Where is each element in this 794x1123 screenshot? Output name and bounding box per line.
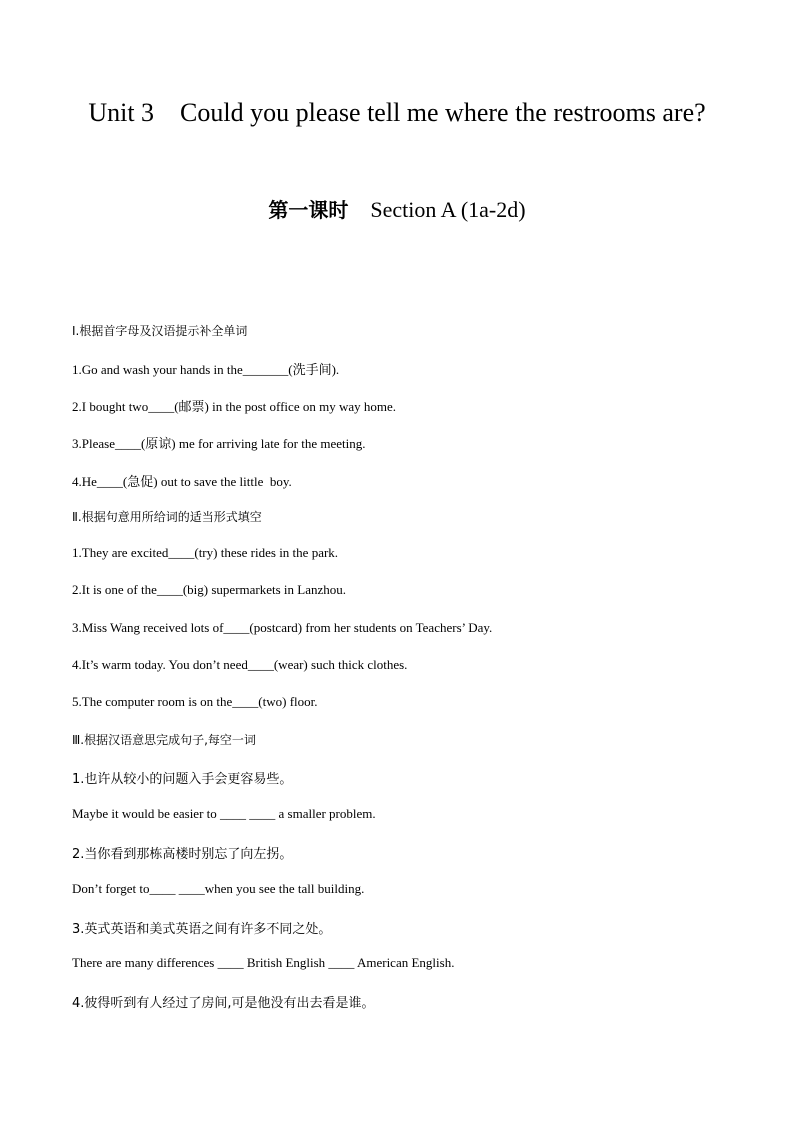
question-2-2: 2.It is one of the____(big) supermarkets in Lanzhou. xyxy=(72,582,347,597)
question-3-4-chinese: 4.彼得听到有人经过了房间,可是他没有出去看是谁。 xyxy=(72,996,375,1011)
lesson-title-cn: 第一课时 xyxy=(268,198,349,222)
question-2-3: 3.Miss Wang received lots of____(postcard) from her students on Teachers’ Day. xyxy=(72,620,493,635)
section-heading-2: Ⅱ.根据句意用所给词的适当形式填空 xyxy=(72,510,262,524)
unit-title: Unit 3 Could you please tell me where the restrooms are? xyxy=(88,98,706,127)
question-3-2-english: Don’t forget to____ ____when you see the tall building. xyxy=(72,881,365,896)
question-3-1-english: Maybe it would be easier to ____ ____ a smaller problem. xyxy=(72,806,376,821)
section-heading-1: Ⅰ.根据首字母及汉语提示补全单词 xyxy=(72,324,248,338)
section-heading-3: Ⅲ.根据汉语意思完成句子,每空一词 xyxy=(72,733,256,747)
lesson-title-en: Section A (1a-2d) xyxy=(370,197,526,222)
question-3-2-chinese: 2.当你看到那栋高楼时别忘了向左拐。 xyxy=(72,847,293,862)
question-1-3: 3.Please____(原谅) me for arriving late for the meeting. xyxy=(72,436,366,451)
question-3-1-chinese: 1.也许从较小的问题入手会更容易些。 xyxy=(72,772,293,787)
lesson-title xyxy=(0,194,794,223)
question-3-3-chinese: 3.英式英语和美式英语之间有许多不同之处。 xyxy=(72,922,332,937)
question-2-4: 4.It’s warm today. You don’t need____(wear) such thick clothes. xyxy=(72,657,408,672)
question-2-5: 5.The computer room is on the____(two) floor. xyxy=(72,694,318,709)
question-1-1: 1.Go and wash your hands in the_______(洗手间). xyxy=(72,362,340,377)
question-2-1: 1.They are excited____(try) these rides in the park. xyxy=(72,545,339,560)
question-1-2: 2.I bought two____(邮票) in the post office on my way home. xyxy=(72,399,396,414)
question-3-3-english: There are many differences ____ British English ____ American English. xyxy=(72,955,455,970)
question-1-4: 4.He____(急促) out to save the little boy. xyxy=(72,474,292,489)
